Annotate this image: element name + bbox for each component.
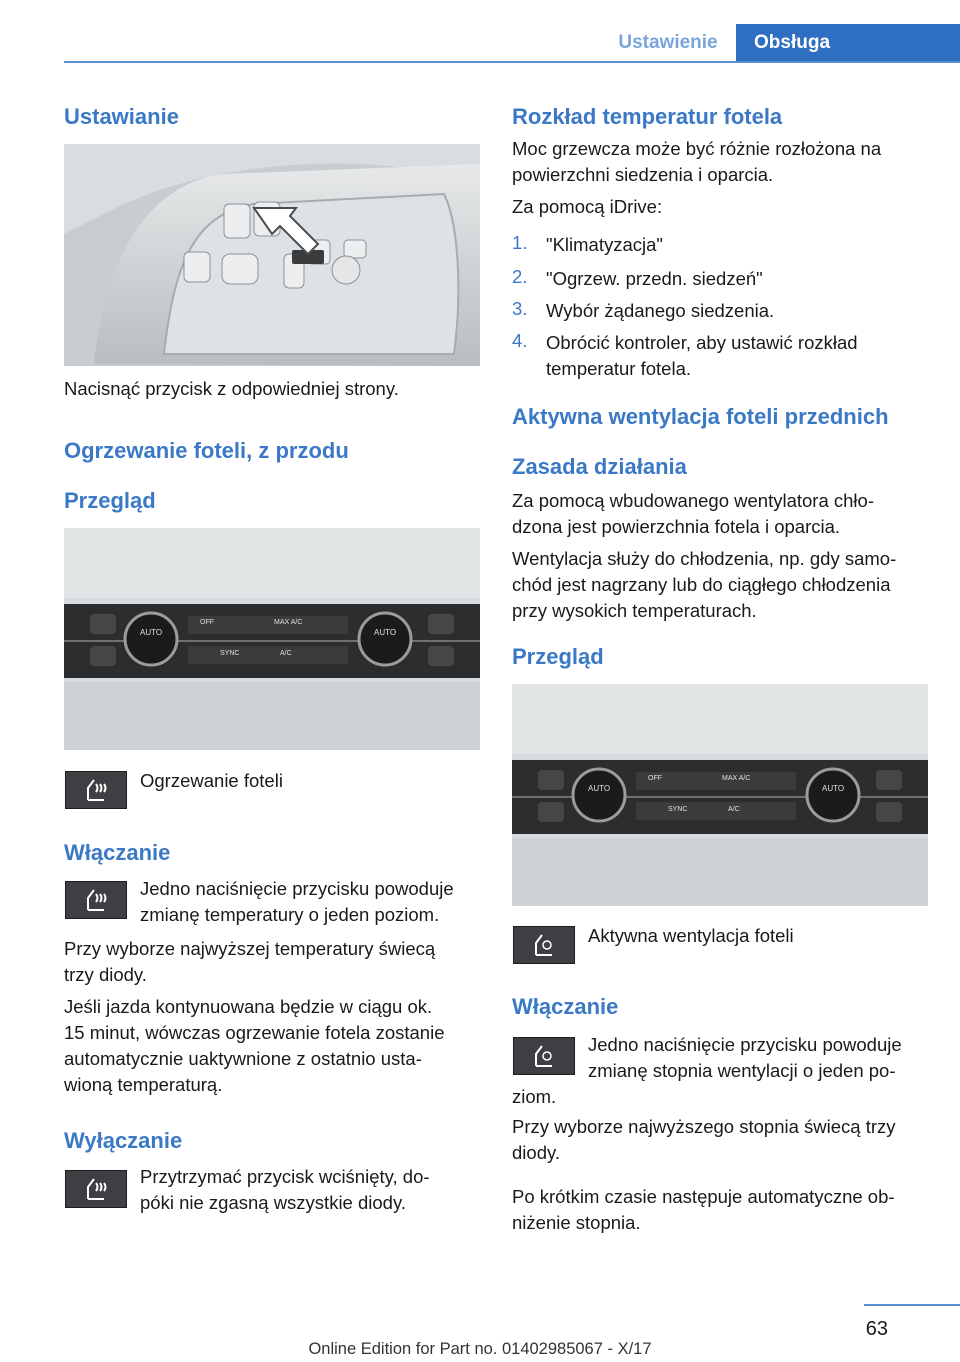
seat-controls-photo <box>64 144 480 366</box>
heading-temperature-distribution: Rozkład temperatur fotela <box>512 104 783 129</box>
seat-controls-illustration <box>64 144 480 366</box>
continue-text-4: wioną temperaturą. <box>64 1074 223 1095</box>
distribution-text-1: Moc grzewcza może być różnie rozłożona na <box>512 138 882 159</box>
off-label: OFF <box>200 619 214 626</box>
heading-overview-right: Przegląd <box>512 644 604 669</box>
step-text: Obrócić kontroler, aby ustawić rozkład <box>546 332 858 353</box>
edition-footer: Online Edition for Part no. 01402985067 - X/17 <box>308 1340 652 1358</box>
continue-text-2: 15 minut, wówczas ogrzewanie fotela zostanie <box>64 1022 445 1043</box>
step-text: Wybór żądanego siedzenia. <box>546 300 775 321</box>
heading-switch-on-right: Włączanie <box>512 994 619 1019</box>
heading-active-ventilation: Aktywna wentylacja foteli przednich <box>512 404 889 429</box>
idrive-text: Za pomocą iDrive: <box>512 196 663 217</box>
heading-switch-off: Wyłączanie <box>64 1128 183 1153</box>
footer-rule <box>864 1304 960 1306</box>
continue-text-1: Jeśli jazda kontynuowana będzie w ciągu ok. <box>64 996 433 1017</box>
max-ac-label: MAX A/C <box>722 775 751 782</box>
sync-label: SYNC <box>220 650 240 657</box>
climate-panel-photo-left <box>64 528 480 750</box>
ventilation-text-2: chód jest nagrzany lub do ciągłego chłodzenia <box>512 574 891 595</box>
step-text: "Ogrzew. przedn. siedzeń" <box>546 268 763 289</box>
step-number: 4. <box>512 330 528 351</box>
off-label: OFF <box>648 775 662 782</box>
vent-on-text-1: Jedno naciśnięcie przycisku powoduje <box>588 1034 902 1055</box>
step-text: "Klimatyzacja" <box>546 234 663 255</box>
auto-label-right: AUTO <box>822 784 845 793</box>
heading-switch-on-left: Włączanie <box>64 840 171 865</box>
step-number: 2. <box>512 266 528 287</box>
principle-text-2: dzona jest powierzchnia fotela i oparcia. <box>512 516 841 537</box>
auto-label-left: AUTO <box>588 784 611 793</box>
max-temp-text-1: Przy wyborze najwyższej temperatury świecą <box>64 938 436 959</box>
vent-on-text-2: zmianę stopnia wentylacji o jeden po‐ <box>588 1060 896 1081</box>
seat-heating-icon <box>65 771 127 809</box>
tab-operation[interactable]: Obsługa <box>736 24 960 62</box>
switch-off-text-2: póki nie zgasną wszystkie diody. <box>140 1192 406 1213</box>
seat-heating-label: Ogrzewanie foteli <box>140 770 283 791</box>
auto-label-right: AUTO <box>374 628 397 637</box>
page-number: 63 <box>865 1318 888 1340</box>
max-ac-label: MAX A/C <box>274 619 303 626</box>
seat-heating-icon <box>65 881 127 919</box>
switch-on-text-2: zmianę temperatury o jeden poziom. <box>140 904 440 925</box>
seat-ventilation-icon <box>513 926 575 964</box>
ventilation-text-3: przy wysokich temperaturach. <box>512 600 757 621</box>
heading-seat-heating: Ogrzewanie foteli, z przodu <box>64 438 349 463</box>
climate-panel-illustration <box>64 528 480 750</box>
vent-auto-text-2: niżenie stopnia. <box>512 1212 641 1233</box>
header-rule <box>64 61 960 63</box>
press-button-text: Nacisnąć przycisk z odpowiedniej strony. <box>64 378 399 399</box>
seat-ventilation-icon <box>513 1037 575 1075</box>
principle-text-1: Za pomocą wbudowanego wentylatora chło‐ <box>512 490 874 511</box>
seat-ventilation-label: Aktywna wentylacja foteli <box>588 925 794 946</box>
heading-setting: Ustawianie <box>64 104 179 129</box>
continue-text-3: automatycznie uaktywnione z ostatnio usta‐ <box>64 1048 422 1069</box>
climate-panel-illustration <box>512 684 928 906</box>
vent-max-text-2: diody. <box>512 1142 560 1163</box>
tab-setting[interactable]: Ustawienie <box>618 32 718 53</box>
step-number: 1. <box>512 232 528 253</box>
step-number: 3. <box>512 298 528 319</box>
distribution-text-2: powierzchni siedzenia i oparcia. <box>512 164 774 185</box>
vent-auto-text-1: Po krótkim czasie następuje automatyczne ob‐ <box>512 1186 895 1207</box>
climate-panel-photo-right <box>512 684 928 906</box>
heading-principle: Zasada działania <box>512 454 687 479</box>
switch-off-text-1: Przytrzymać przycisk wciśnięty, do‐ <box>140 1166 430 1187</box>
max-temp-text-2: trzy diody. <box>64 964 147 985</box>
vent-on-text-3: ziom. <box>512 1086 557 1107</box>
ac-label: A/C <box>728 806 740 813</box>
heading-overview-left: Przegląd <box>64 488 156 513</box>
ventilation-text-1: Wentylacja służy do chłodzenia, np. gdy samo‐ <box>512 548 897 569</box>
switch-on-text-1: Jedno naciśnięcie przycisku powoduje <box>140 878 454 899</box>
ac-label: A/C <box>280 650 292 657</box>
sync-label: SYNC <box>668 806 688 813</box>
vent-max-text-1: Przy wyborze najwyższego stopnia świecą trzy <box>512 1116 896 1137</box>
auto-label-left: AUTO <box>140 628 163 637</box>
seat-heating-icon <box>65 1170 127 1208</box>
step-text-continued: temperatur fotela. <box>546 358 691 379</box>
